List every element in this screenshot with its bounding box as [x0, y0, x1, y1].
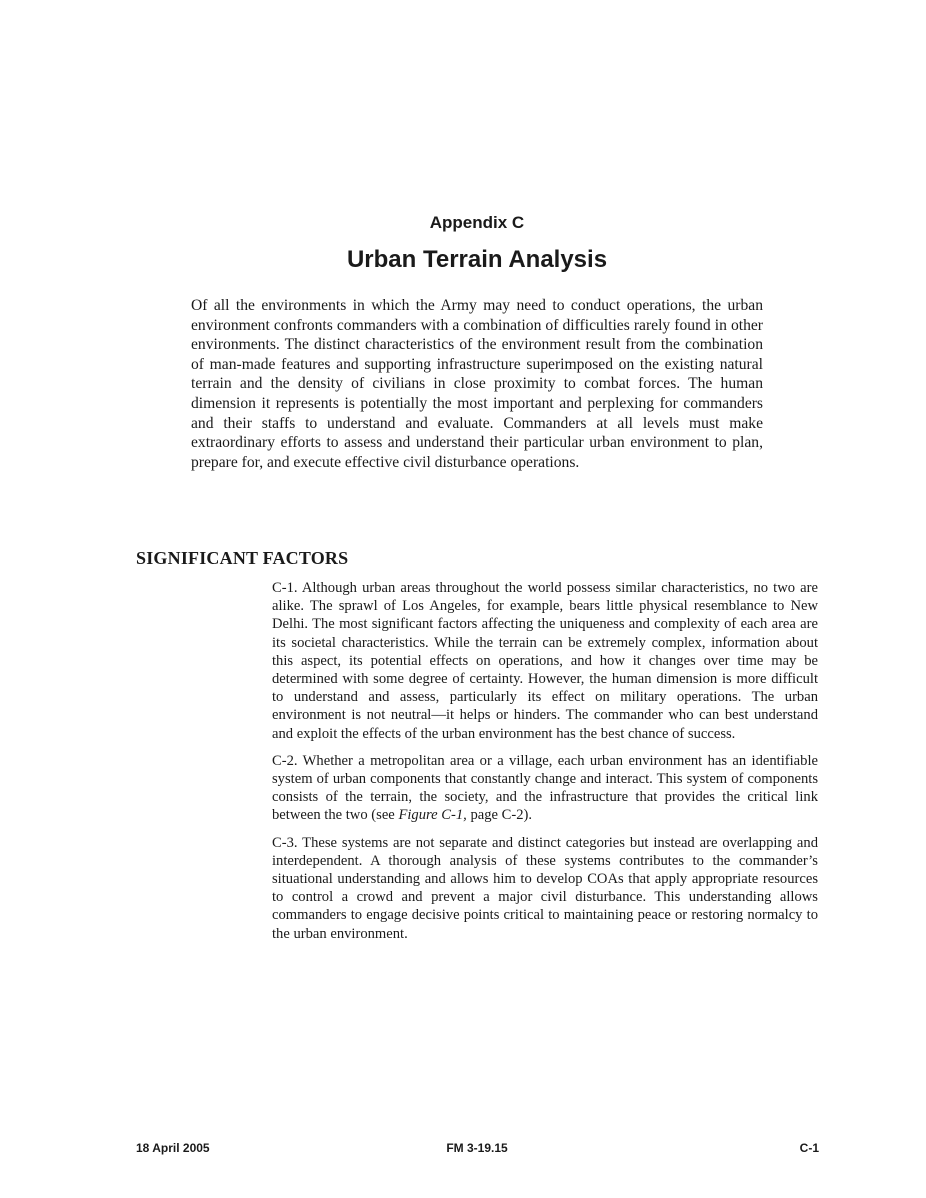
paragraph-c2 — [272, 752, 818, 825]
footer-date: 18 April 2005 — [136, 1141, 210, 1155]
paragraph-c1: C-1. Although urban areas throughout the world possess similar characteristics, no two are alike. The sprawl of Los Angeles, for example, bears little physical resemblance to New Delhi. The most significant factors affecting the uniqueness and complexity of each area are its societal characteristics. While the terrain can be extremely complex, information about this aspect, its potential effects on operations, and how it changes over time may be determined with some degree of certainty. However, the human dimension is more difficult to understand and assess, particularly its effect on military operations. The urban environment is not neutral—it helps or hinders. The commander who can best understand and exploit the effects of the urban environment has the best chance of success. — [272, 580, 818, 742]
section-heading: SIGNIFICANT FACTORS — [136, 548, 349, 568]
paragraph-c3: C-3. These systems are not separate and distinct categories but instead are overlapping and interdependent. A thorough analysis of these systems contributes to the commander’s situational understanding and allows him to develop COAs that apply appropriate resources to control a crowd and prevent a major civil disturbance. This understanding allows commanders to engage decisive points critical to maintaining peace or restoring normalcy to the urban environment. — [272, 834, 818, 942]
paragraph-c2-text: C-2. Whether a metropolitan area or a village, each urban environment has an identifiable system of urban components that constantly change and interact. This system of components consists of the terrain, the society, and the infrastructure that provides the critical link between the two (see — [272, 752, 818, 824]
figure-reference-link[interactable]: Figure C-1, — [398, 807, 467, 824]
intro-paragraph: Of all the environments in which the Army may need to conduct operations, the urban environment confronts commanders with a combination of difficulties rarely found in other environments. The distinct characteristics of the environment result from the combination of man-made features and supporting infrastructure superimposed on the existing natural terrain and the density of civilians in close proximity to combat forces. The human dimension it represents is potentially the most important and perplexing for commanders and their staffs to understand and evaluate. Commanders at all levels must make extraordinary efforts to assess and understand their particular urban environment to plan, prepare for, and execute effective civil disturbance operations. — [191, 297, 763, 471]
section-body — [272, 579, 818, 952]
paragraph-c2-tail: page C-2). — [466, 807, 533, 824]
footer-page-number: C-1 — [799, 1141, 819, 1155]
page-title: Urban Terrain Analysis — [346, 246, 608, 273]
footer-manual-number: FM 3-19.15 — [446, 1141, 508, 1155]
appendix-label: Appendix C — [429, 213, 525, 232]
